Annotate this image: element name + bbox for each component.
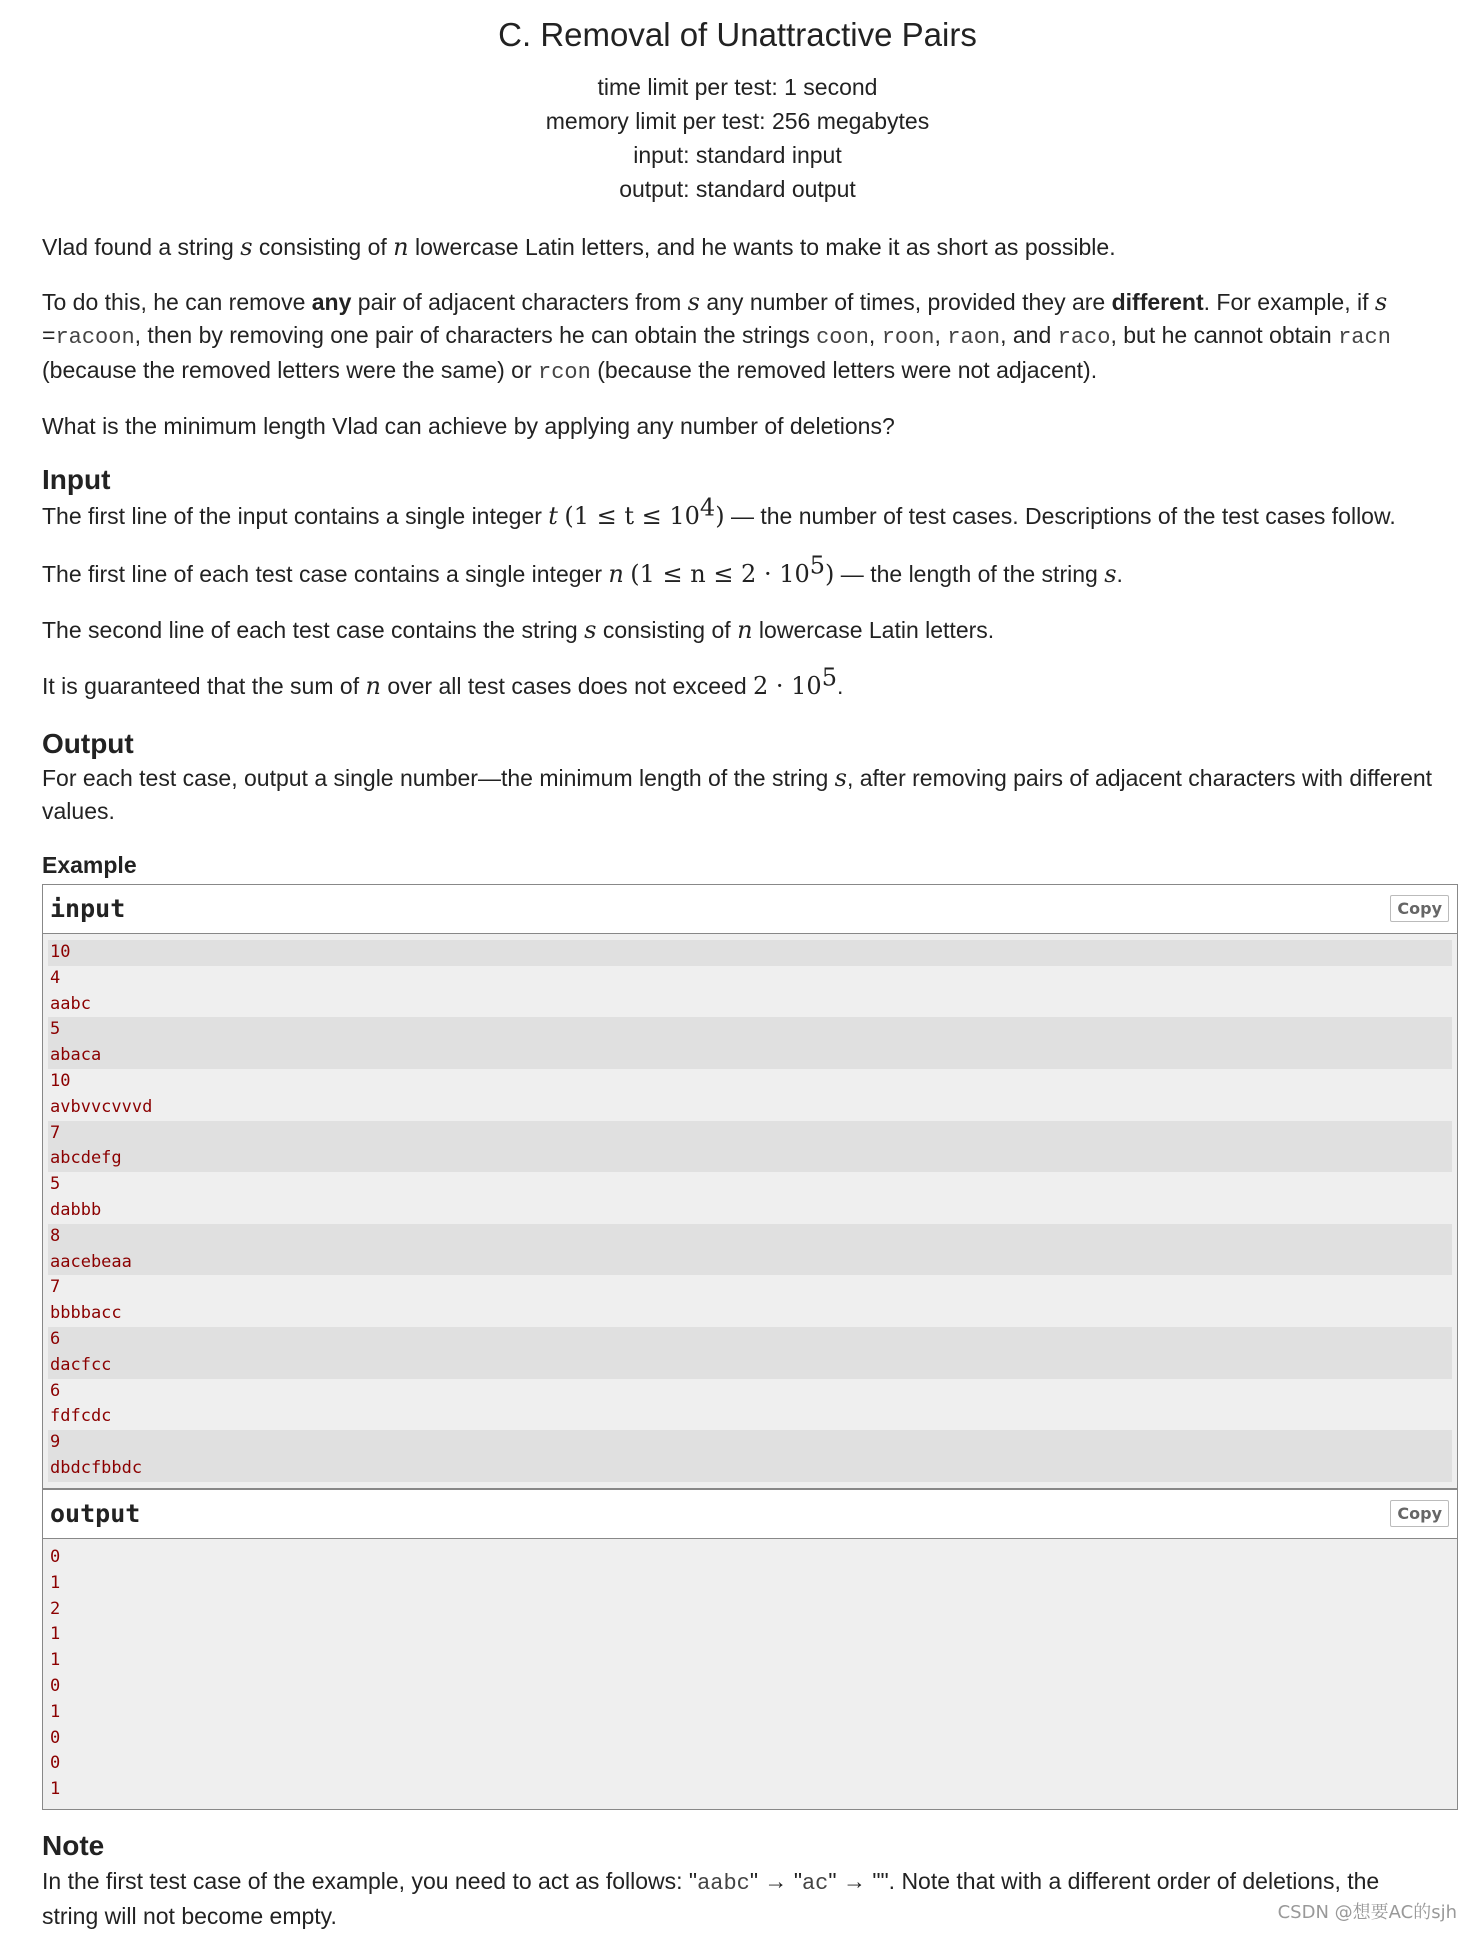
example-output-label: output (50, 1499, 141, 1528)
example-output-line: 0 (50, 1547, 61, 1567)
math-exponent: 5 (821, 663, 837, 692)
example-string-ac: ac (801, 1871, 829, 1896)
math-var-n: n (393, 233, 409, 261)
text: It is guaranteed that the sum of (42, 673, 366, 699)
text: The second line of each test case contains the string (42, 617, 585, 643)
example-input-line: 9 (48, 1430, 1452, 1456)
text: , and (1000, 322, 1058, 348)
problem-title: C. Removal of Unattractive Pairs (498, 16, 977, 53)
example-input-line: 7 (48, 1121, 1452, 1147)
math-n-constraint: (1 ≤ n ≤ 2 · 10 (630, 560, 810, 588)
input-heading: Input (42, 464, 111, 495)
statement-paragraph-1 (42, 231, 1452, 264)
text: pair of adjacent characters from (351, 289, 688, 315)
math-var-s: s (584, 616, 597, 644)
text: , then by removing one pair of characters he can obtain the strings (134, 322, 817, 348)
math-exponent: 4 (699, 493, 716, 522)
math-var-n: n (737, 616, 753, 644)
example-string-aabc: aabc (697, 1871, 750, 1896)
text: . For example, if (1203, 289, 1375, 315)
text: lowercase Latin letters, and he wants to make it as short as possible. (408, 234, 1116, 260)
input-line-3 (42, 614, 1452, 647)
math-var-s: s (1374, 288, 1388, 316)
text: , (934, 322, 948, 348)
example-input-line: abaca (48, 1043, 1452, 1069)
math-var-s: s (240, 233, 253, 261)
copy-input-button[interactable]: Copy (1390, 895, 1449, 922)
text: — the length of the string (834, 561, 1105, 587)
example-input-line: 8 (48, 1224, 1452, 1250)
text: consisting of (596, 617, 738, 643)
example-input-line: dacfcc (48, 1353, 1452, 1379)
math-sum-constraint: 2 · 10 (753, 672, 822, 700)
example-string-racn: racn (1338, 325, 1391, 350)
output-description (42, 762, 1452, 828)
example-input-line: fdfcdc (48, 1404, 1452, 1430)
text: (because the removed letters were not adjacent). (590, 357, 1098, 383)
example-input-line: avbvvcvvvd (48, 1095, 1452, 1121)
text: . (836, 673, 844, 699)
example-output-line: 0 (50, 1727, 61, 1748)
text: To do this, he can remove (42, 289, 312, 315)
input-line-1 (42, 493, 1452, 533)
text: , after removing pairs of adjacent characters with different values. (42, 765, 1433, 824)
math-t-constraint: (1 ≤ t ≤ 10 (564, 502, 700, 530)
math-var-n: n (365, 672, 381, 700)
example-input-header (43, 885, 1457, 934)
watermark: CSDN @想要AC的sjh (1277, 1902, 1457, 1923)
example-string-roon: roon (881, 325, 935, 350)
text: " → " (749, 1868, 802, 1894)
example-output-header (43, 1490, 1457, 1539)
note-text (42, 1865, 1452, 1933)
text: " → "". Note that with a different order of deletions, the (828, 1868, 1380, 1894)
note-heading: Note (42, 1830, 105, 1861)
math-var-s: s (834, 764, 847, 792)
example-input-lines (43, 934, 1457, 1488)
statement-paragraph-3: What is the minimum length Vlad can achieve by applying any number of deletions? (42, 413, 895, 439)
example-output-line: 2 (50, 1598, 61, 1619)
text: (because the removed letters were the same) or (42, 357, 539, 383)
example-output-line: 1 (50, 1779, 61, 1800)
bold-any: any (311, 289, 352, 315)
output-heading: Output (42, 728, 134, 759)
memory-limit: memory limit per test: 256 megabytes (545, 108, 930, 134)
text: consisting of (252, 234, 394, 260)
time-limit: time limit per test: 1 second (597, 74, 878, 100)
example-string-rcon: rcon (538, 360, 591, 385)
example-input-line: 5 (48, 1172, 1452, 1198)
math-close: ) (825, 560, 835, 588)
example-input-box (42, 884, 1458, 1489)
math-var-s: s (687, 288, 700, 316)
text: — the number of test cases. Descriptions of the test cases follow. (724, 503, 1396, 529)
example-input-line: dbdcfbbdc (48, 1456, 1452, 1482)
example-input-line: 10 (48, 1069, 1452, 1095)
example-input-line: 10 (48, 940, 1452, 966)
example-input-label: input (50, 894, 126, 923)
input-line-4 (42, 663, 1452, 703)
text: . (1116, 561, 1123, 587)
example-output-line: 0 (50, 1753, 61, 1774)
example-string-raco: raco (1057, 325, 1111, 350)
output-file: output: standard output (619, 176, 856, 202)
example-input-line: abcdefg (48, 1146, 1452, 1172)
text: , but he cannot obtain (1110, 322, 1339, 348)
example-input-line: 7 (48, 1275, 1452, 1301)
math-var-s: s (1104, 560, 1117, 588)
example-input-line: 5 (48, 1017, 1452, 1043)
example-output-lines (43, 1539, 1457, 1809)
example-output-box (42, 1489, 1458, 1810)
example-string-raon: raon (947, 325, 1001, 350)
example-output-line: 1 (50, 1701, 61, 1722)
bold-different: different (1111, 289, 1204, 315)
input-file: input: standard input (633, 142, 842, 168)
text: The first line of each test case contains a single integer (42, 561, 609, 587)
example-string-racoon: racoon (55, 325, 135, 350)
example-input-line: bbbbacc (48, 1301, 1452, 1327)
text: over all test cases does not exceed (380, 673, 753, 699)
text: = (42, 322, 56, 348)
example-output-line: 1 (50, 1624, 61, 1645)
text: The first line of the input contains a single integer (42, 503, 549, 529)
math-var-n: n (608, 560, 624, 588)
text: , (868, 322, 882, 348)
example-input-line: aacebeaa (48, 1250, 1452, 1276)
example-input-line: 6 (48, 1379, 1452, 1405)
copy-output-button[interactable]: Copy (1390, 1500, 1449, 1527)
example-input-line: aabc (48, 992, 1452, 1018)
math-close: ) (715, 502, 725, 530)
text: In the first test case of the example, you need to act as follows: " (42, 1868, 698, 1894)
text: lowercase Latin letters. (752, 617, 995, 643)
example-input-line: dabbb (48, 1198, 1452, 1224)
example-output-line: 1 (50, 1572, 61, 1593)
math-exponent: 5 (809, 551, 826, 580)
input-line-2 (42, 551, 1452, 591)
example-input-line: 6 (48, 1327, 1452, 1353)
example-input-line: 4 (48, 966, 1452, 992)
example-heading: Example (42, 852, 137, 878)
example-string-coon: coon (816, 325, 869, 350)
text: Vlad found a string (42, 234, 241, 260)
text: any number of times, provided they are (699, 289, 1112, 315)
text: string will not become empty. (42, 1903, 337, 1929)
example-output-line: 1 (50, 1650, 61, 1671)
example-output-line: 0 (50, 1675, 61, 1696)
text: For each test case, output a single number—the minimum length of the string (42, 765, 835, 791)
statement-paragraph-2 (42, 286, 1452, 389)
math-var-t: t (548, 502, 558, 530)
